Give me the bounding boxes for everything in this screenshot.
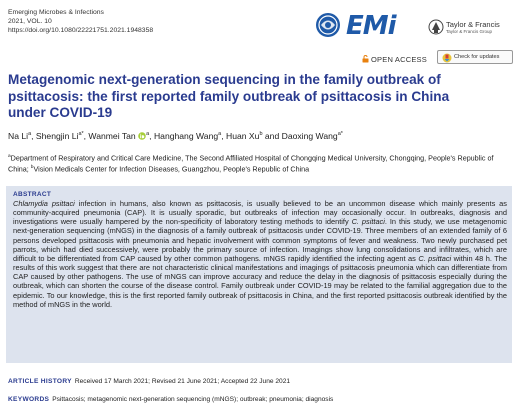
open-access-label: OPEN ACCESS <box>371 55 427 64</box>
open-lock-icon <box>362 55 369 63</box>
author-affil-sup: a <box>28 131 32 138</box>
abstract-heading: ABSTRACT <box>13 191 52 198</box>
author-conjunction: and <box>264 131 280 141</box>
article-history-label: ARTICLE HISTORY <box>8 378 72 385</box>
author-affil-sup: a <box>218 131 222 138</box>
open-access-badge <box>362 55 427 64</box>
affil-b: Vision Medicals Center for Infection Diseases, Guangzhou, People's Republic of China <box>33 164 310 174</box>
check-for-updates-button[interactable] <box>437 50 513 64</box>
author-affil-sup: b <box>259 131 263 138</box>
author-name[interactable]: Wanmei Tan <box>88 131 136 141</box>
crossmark-icon <box>442 53 452 63</box>
publisher-group: Taylor & Francis Group <box>446 29 493 34</box>
orcid-icon[interactable] <box>138 132 146 140</box>
author-affil-sup: a* <box>78 131 84 138</box>
author-affil-sup: a <box>146 131 150 138</box>
journal-doi[interactable]: https://doi.org/10.1080/22221751.2021.1948358 <box>8 27 154 34</box>
article-title: Metagenomic next-generation sequencing in the family outbreak of psittacosis: the first reported family outbreak of psittacosis in China under COVID-19 <box>8 72 450 120</box>
author-name[interactable]: Na Li <box>8 131 29 141</box>
abstract-text: Chlamydia psittaci infection in humans, also known as psittacosis, is usually believed to be an uncommon disease which mainly presents as community-acquired pneumonia (CAP). It is usually sporadic, but outbreaks of infection may occasionally occur. In outbreaks, diagnosis and investigations were usually hampered by the non-specificity of laboratory testing methods to identify C. psittaci. In this study, we use metagenomic next-generation sequencing (mNGS) in the diagnosis of a family outbreak of psittacosis under COVID-19. Three members of an extended family of 6 persons developed psittacosis with pneumonia and hepatic involvement with common symptoms of fever and weakness. Two newly purchased pet parrots, which had died successively, were probably the primary source of infection. Imagings show lung consolidations and infiltrates, which are difficult to be differentiated from CAP caused by other common pathogens. mNGS rapidly identified the infecting agent as C. psittaci within 48 h. The results of this work suggest that there are not characteristic clinical manifestations and imagings of psittacosis pneumonia which can differentiate from CAP caused by other pathogens. The use of mNGS can improve accuracy and reduce the delay in the diagnosis of psittacosis especially during the outbreak, which can shorten the course of the disease control. Family outbreak under COVID-19 may be related to the familial aggregation due to the epidemic. To our knowledge, this is the first reported family outbreak of psittacosis in China, and the first reported psittacosis outbreak identified by the method of mNGS in the world. <box>13 199 507 309</box>
check-updates-label: Check for updates <box>454 54 500 60</box>
affil-a-sup: a <box>8 154 11 159</box>
article-history <box>8 378 290 385</box>
author-name[interactable]: Hanghang Wang <box>153 131 219 141</box>
journal-name: Emerging Microbes & Infections <box>8 9 104 16</box>
keywords-label: KEYWORDS <box>8 396 50 403</box>
affil-b-sup: b <box>30 165 34 171</box>
author-name[interactable]: Daoxing Wang <box>281 131 338 141</box>
author-name[interactable]: Shengjin Li <box>35 131 79 141</box>
author-affil-sup: a* <box>337 131 343 138</box>
affil-a: Department of Respiratory and Critical Care Medicine, The Second Affiliated Hospital of Chongqing Medical University, Chongqing, People's Republic of China; <box>8 153 494 174</box>
journal-info <box>8 8 153 35</box>
emi-logo-text: EMi <box>346 11 396 41</box>
keywords-list: Psittacosis; metagenomic next-generation sequencing (mNGS); outbreak; pneumonia; diagnosis <box>52 396 334 403</box>
publisher-name: Taylor & Francis <box>446 20 500 29</box>
affiliations <box>8 152 513 175</box>
article-history-dates: Received 17 March 2021; Revised 21 June 2021; Accepted 22 June 2021 <box>74 378 291 385</box>
journal-volume: 2021, VOL. 10 <box>8 18 52 25</box>
author-list: Na Li$^a$, Shengjin $Li^{a*}$, Wanmei Tan $^a$, Hanghang Wang$^a$, Huan Xu$^b$ and Daoxing Wang$^{a*}$ <box>8 131 343 141</box>
author-name[interactable]: Huan Xu <box>225 131 260 141</box>
keywords <box>8 396 333 403</box>
